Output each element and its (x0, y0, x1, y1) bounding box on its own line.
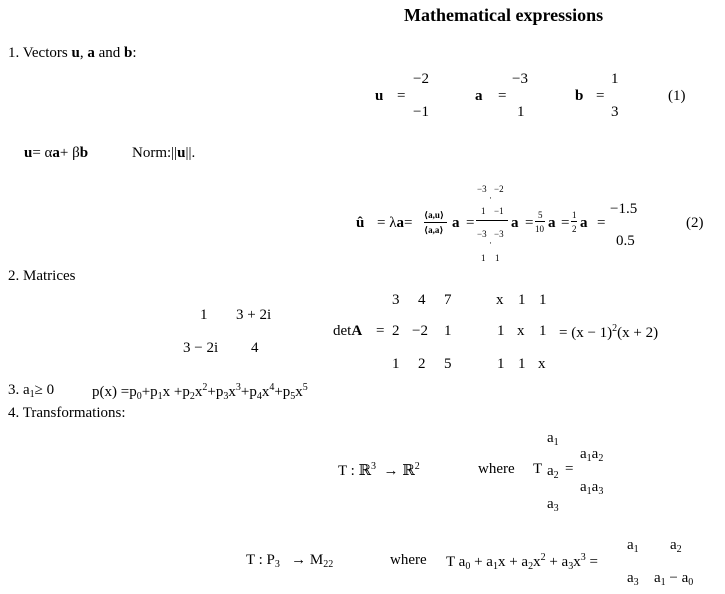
linear-combination (24, 146, 88, 161)
equals-sign: = (565, 461, 574, 477)
entry-letter: a (591, 479, 599, 495)
fraction-denominator: 10 (535, 224, 544, 234)
subscript: 1 (633, 544, 639, 555)
heading-text: ≥ 0 (34, 382, 55, 398)
subscript: 3 (274, 559, 280, 570)
transform-2-expression (446, 553, 598, 572)
numerator-entry: −3 (477, 184, 487, 194)
output-entry (580, 480, 603, 497)
a-symbol: a (548, 215, 556, 231)
entry-letter: a (547, 496, 554, 512)
subscript: 2 (528, 561, 534, 572)
denominator-entry: −3 (477, 229, 487, 239)
denominator-entry: 1 (495, 253, 500, 263)
transform-2-signature (246, 553, 333, 570)
a-symbol: a (475, 88, 483, 104)
dot-separator: · (489, 193, 492, 203)
result-factor: = (x − 1) (559, 325, 613, 341)
subscript: 2 (189, 391, 195, 402)
poly-text: x (228, 384, 236, 400)
lambda-term (377, 216, 412, 231)
exponent: 3 (580, 552, 586, 563)
hermitian-entry: 1 (200, 307, 208, 323)
signature-text: T : P (246, 552, 275, 568)
u-hat-symbol: û (356, 215, 365, 231)
matrix-a-entry: 5 (444, 356, 452, 372)
inner-product-numerator: ⟨a,u⟩ (424, 210, 444, 220)
matrix-entry (627, 538, 639, 555)
entry-letter: a (627, 537, 634, 553)
matrix-a-entry: −2 (412, 323, 428, 339)
equals-sign: = (397, 88, 406, 104)
transform-1-signature (338, 462, 420, 479)
exponent: 4 (269, 382, 275, 393)
matrix-x-entry: 1 (539, 292, 547, 308)
separator: and (94, 45, 124, 61)
matrix-a-entry: 7 (444, 292, 452, 308)
fraction-numerator: 1 (572, 210, 577, 220)
equals-sign: = (376, 323, 385, 339)
expr-text: + a (470, 554, 493, 570)
matrix-a-entry: 4 (418, 292, 426, 308)
u-symbol: u (24, 145, 33, 161)
b-vector-entry: 3 (611, 104, 619, 120)
poly-text: +p (141, 384, 158, 400)
input-entry (547, 464, 559, 481)
matrix-x-entry: 1 (518, 292, 526, 308)
exponent: 2 (414, 461, 420, 472)
equation-number-1: (1) (668, 88, 686, 104)
b-symbol: b (575, 88, 584, 104)
exponent: 3 (371, 461, 377, 472)
subscript: 2 (553, 470, 559, 481)
norm-prefix: Norm:|| (132, 145, 178, 161)
matrix-x-entry: 1 (518, 356, 526, 372)
equals-sign: = (498, 88, 507, 104)
subscript: 0 (688, 577, 694, 588)
separator: , (79, 45, 88, 61)
subscript: 3 (223, 391, 229, 402)
section-3-heading (8, 383, 54, 400)
poly-text: x (295, 384, 303, 400)
u-symbol: u (375, 88, 384, 104)
matrix-entry (670, 538, 682, 555)
entry-letter: a (591, 446, 599, 462)
expr-text: = (585, 554, 598, 570)
exponent: 2 (202, 382, 208, 393)
transform-t-symbol: T (533, 461, 543, 477)
matrix-x-entry: x (517, 323, 525, 339)
u-symbol: u (177, 145, 186, 161)
subscript: 0 (465, 561, 471, 572)
determinant-result (559, 324, 658, 341)
poly-text: +p (240, 384, 257, 400)
poly-text: +p (207, 384, 224, 400)
u-vector-entry: −1 (413, 104, 429, 120)
a-symbol: a (396, 215, 404, 231)
fraction-bar (424, 222, 447, 223)
subscript: 1 (660, 577, 666, 588)
norm-expression (132, 146, 195, 161)
matrix-x-entry: x (496, 292, 504, 308)
matrix-a-entry: 1 (392, 356, 400, 372)
vector-b-label: b (123, 45, 133, 61)
heading-text: 3. a (8, 382, 30, 398)
matrix-a-symbol: A (351, 323, 363, 339)
a-symbol: a (452, 215, 460, 231)
section-2-heading: 2. Matrices (8, 268, 76, 284)
fraction-denominator: 2 (572, 224, 577, 234)
a-symbol: a (52, 145, 60, 161)
entry-letter: a (580, 446, 587, 462)
matrix-a-entry: 2 (418, 356, 426, 372)
equals-sign: = (403, 215, 413, 231)
poly-text: x (261, 384, 270, 400)
entry-letter: a (547, 430, 554, 446)
result-factor: (x + 2) (617, 325, 659, 341)
subscript: 5 (290, 391, 296, 402)
subscript: 22 (323, 559, 334, 570)
where-label: where (478, 461, 515, 477)
matrix-x-entry: 1 (539, 323, 547, 339)
subscript: 3 (598, 486, 604, 497)
equals-sign: = (596, 88, 605, 104)
entry-letter: a (627, 570, 634, 586)
u-vector-entry: −2 (413, 71, 429, 87)
expr-text: x (573, 554, 581, 570)
heading-prefix: 1. Vectors (8, 45, 72, 61)
exponent: 2 (540, 552, 546, 563)
entry-letter: a (580, 479, 587, 495)
hermitian-entry: 3 − 2i (183, 340, 219, 356)
a-vector-entry: −3 (512, 71, 528, 87)
signature-text: T : ℝ (338, 463, 372, 479)
beta-term: + β (59, 145, 80, 161)
equals-sign: = (597, 215, 606, 231)
subscript: 0 (136, 391, 142, 402)
equation-number-2: (2) (686, 215, 704, 231)
poly-text: x (194, 384, 203, 400)
equals-sign: = (466, 215, 475, 231)
norm-suffix: ||. (185, 145, 196, 161)
expr-text: x (533, 554, 541, 570)
page-title: Mathematical expressions (404, 5, 604, 25)
subscript: 1 (586, 486, 592, 497)
denominator-entry: 1 (481, 253, 486, 263)
matrix-x-entry: 1 (497, 323, 505, 339)
a-symbol: a (511, 215, 519, 231)
entry-letter: a (547, 463, 554, 479)
hermitian-entry: 4 (251, 340, 259, 356)
matrix-entry (627, 571, 639, 588)
input-entry (547, 497, 559, 514)
subscript: 2 (676, 544, 682, 555)
numerator-entry: 1 (481, 206, 486, 216)
result-vector-entry: 0.5 (616, 233, 635, 249)
equals-lambda: = λ (377, 215, 397, 231)
exponent: 3 (235, 382, 241, 393)
entry-letter: − a (665, 570, 689, 586)
subscript: 2 (598, 453, 604, 464)
numerator-entry: −1 (494, 206, 504, 216)
a-symbol: a (580, 215, 588, 231)
entry-letter: a (670, 537, 677, 553)
output-entry (580, 447, 603, 464)
signature-text: → M (291, 552, 324, 568)
subscript: 1 (492, 561, 498, 572)
matrix-a-entry: 2 (392, 323, 400, 339)
section-1-heading (8, 46, 137, 61)
poly-text: +p (274, 384, 291, 400)
equals-sign: = (561, 215, 570, 231)
det-text: det (333, 323, 352, 339)
matrix-a-entry: 1 (444, 323, 452, 339)
subscript: 3 (633, 577, 639, 588)
subscript: 3 (568, 561, 574, 572)
dot-separator: · (489, 238, 492, 248)
equals-sign: = (525, 215, 534, 231)
inner-product-denominator: ⟨a,a⟩ (424, 225, 444, 235)
fraction-bar (571, 221, 577, 222)
polynomial (92, 383, 308, 402)
expr-text: x + a (497, 554, 529, 570)
subscript: 1 (553, 437, 559, 448)
entry-letter: a (654, 570, 661, 586)
vector-a-label: a (87, 45, 95, 61)
matrix-entry (654, 571, 693, 588)
colon: : (132, 45, 137, 61)
fraction-bar (535, 221, 545, 222)
b-vector-entry: 1 (611, 71, 619, 87)
matrix-x-entry: x (538, 356, 546, 372)
exponent: 2 (612, 323, 618, 334)
subscript: 1 (29, 389, 35, 400)
matrix-a-entry: 3 (392, 292, 400, 308)
numerator-entry: −2 (494, 184, 504, 194)
denominator-entry: −3 (494, 229, 504, 239)
expr-text: T a (446, 554, 466, 570)
section-4-heading: 4. Transformations: (8, 405, 126, 421)
subscript: 3 (553, 503, 559, 514)
det-label (333, 324, 362, 339)
vector-u-label: u (71, 45, 80, 61)
subscript: 1 (586, 453, 592, 464)
subscript: 1 (157, 391, 163, 402)
expr-text: + a (545, 554, 569, 570)
alpha-term: = α (32, 145, 53, 161)
subscript: 4 (256, 391, 262, 402)
fraction-bar (476, 220, 508, 221)
fraction-numerator: 5 (538, 210, 543, 220)
poly-text: x +p (162, 384, 190, 400)
signature-text: → ℝ (383, 463, 415, 479)
hermitian-entry: 3 + 2i (236, 307, 272, 323)
matrix-x-entry: 1 (497, 356, 505, 372)
poly-text: p(x) =p (92, 384, 137, 400)
where-label: where (390, 552, 427, 568)
exponent: 5 (302, 382, 308, 393)
b-symbol: b (79, 145, 89, 161)
input-entry (547, 431, 559, 448)
a-vector-entry: 1 (517, 104, 525, 120)
result-vector-entry: −1.5 (610, 201, 638, 217)
